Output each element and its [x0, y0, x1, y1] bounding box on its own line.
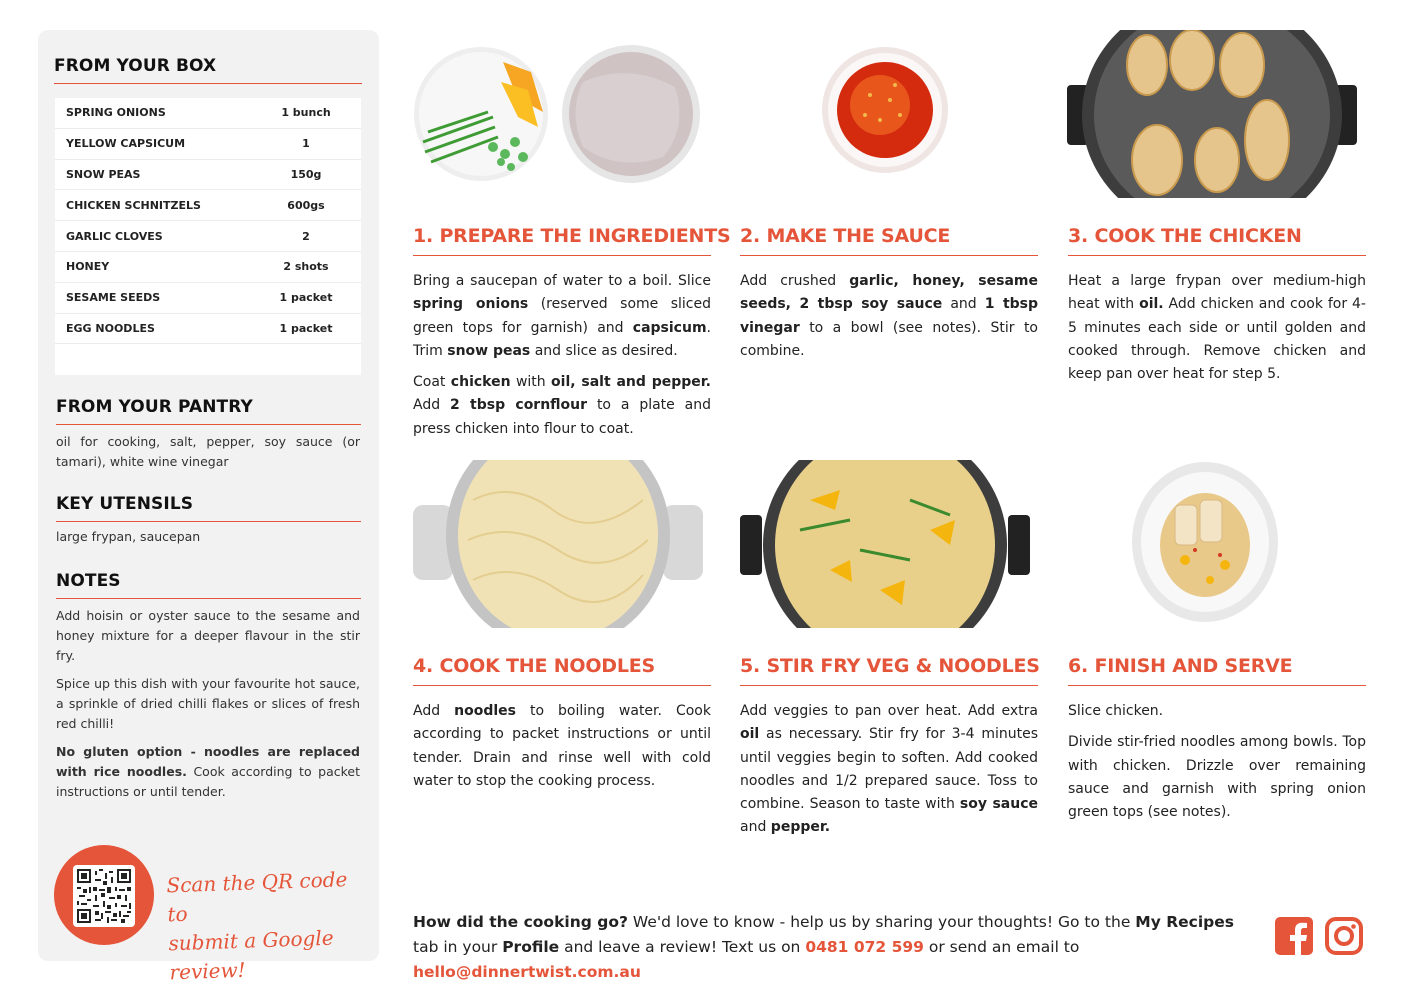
stir-fry-pan-photo: [740, 460, 1030, 628]
text-run: and slice as desired.: [530, 342, 678, 359]
ingredient-qty: 1 bunch: [281, 106, 331, 120]
utensils-text: large frypan, saucepan: [56, 529, 201, 544]
step-2-body: [740, 270, 1038, 363]
ingredient-name: YELLOW CAPSICUM: [66, 137, 186, 151]
ingredient-name: EGG NOODLES: [66, 321, 155, 335]
ingredient-name: GARLIC CLOVES: [66, 229, 163, 243]
step-1-title: 1. PREPARE THE INGREDIENTS: [413, 225, 711, 256]
text-run: as necessary. Stir fry for 3-4 minutes until veggies begin to soften. Add cooked noodles and 1/2 prepared sauce. Toss to combine. Season to taste with: [740, 726, 1038, 813]
ingredient-qty: 2: [302, 229, 310, 243]
text-run: and: [740, 819, 771, 836]
ingredient-name: SNOW PEAS: [66, 167, 141, 181]
step-3: [1068, 225, 1366, 394]
text-run: spring onions: [413, 296, 529, 313]
footer-email-link[interactable]: hello@dinnertwist.com.au: [413, 963, 641, 981]
qr-line-1: Scan the QR code to: [166, 867, 348, 927]
ingredient-qty: 1 packet: [279, 291, 333, 305]
ingredient-name: SPRING ONIONS: [66, 106, 166, 120]
text-run: Add: [413, 703, 455, 719]
note-3: [56, 742, 360, 802]
note-2: Spice up this dish with your favourite hot sauce, a sprinkle of dried chilli flakes or slices of fresh red chilli!: [56, 676, 360, 731]
step-6-para-1: [1068, 700, 1366, 723]
step-4-body: [413, 700, 711, 793]
noodles-colander-photo: [413, 460, 703, 628]
ingredient-row: [55, 160, 361, 191]
text-run: oil.: [1139, 296, 1164, 313]
text-run: with: [510, 374, 552, 391]
ingredient-row: [55, 314, 361, 345]
step-1-para-2: [413, 371, 711, 441]
step-3-para-1: [1068, 270, 1366, 386]
text-run: oil, salt and pepper.: [551, 374, 711, 391]
finished-dish-photo: [1130, 460, 1280, 625]
facebook-icon[interactable]: [1275, 917, 1313, 955]
step-4-para-1: [413, 700, 711, 793]
ingredient-row: [55, 283, 361, 314]
step-2: [740, 225, 1038, 371]
text-run: to boiling water. Cook according to packet instructions or until tender. Drain and rinse well with cold water to stop the cooking process.: [413, 703, 711, 789]
step-6-title: 6. FINISH AND SERVE: [1068, 655, 1366, 686]
text-run: chicken: [450, 374, 511, 391]
text-run: oil: [740, 726, 760, 743]
from-your-box-heading: FROM YOUR BOX: [54, 56, 362, 84]
ingredient-qty: 150g: [290, 167, 322, 181]
ingredient-qty: 1 packet: [279, 321, 333, 335]
notes-heading: NOTES: [56, 571, 361, 599]
text-run: Add chicken and cook for 4-5 minutes each side or until golden and cooked through. Remove chicken and keep pan over heat for step 5.: [1068, 296, 1366, 383]
step-5: [740, 655, 1038, 848]
chicken-frypan-photo: [1067, 30, 1357, 198]
step-3-title: 3. COOK THE CHICKEN: [1068, 225, 1366, 256]
text-run: noodles: [454, 703, 516, 719]
note-1: Add hoisin or oyster sauce to the sesame and honey mixture for a deeper flavour in the stir fry.: [56, 608, 360, 663]
text-run: 2 tbsp cornflour: [449, 397, 588, 414]
step-1: [413, 225, 731, 449]
text-run: 1 tbsp vinegar: [740, 296, 1039, 336]
step-1-body: [413, 270, 711, 441]
ingredient-name: SESAME SEEDS: [66, 291, 161, 305]
ingredients-table: [55, 98, 361, 375]
note-3-rest: Cook according to packet instructions or until tender.: [56, 764, 360, 799]
footer-profile: Profile: [502, 938, 560, 956]
footer-text-3: and leave a review! Text us on: [559, 938, 806, 956]
qr-review-prompt: [166, 865, 365, 988]
note-3-bold: No gluten option - noodles are replaced with rice noodles.: [56, 744, 360, 779]
text-run: Bring a saucepan of water to a boil. Slice: [413, 273, 711, 289]
ingredient-qty: 2 shots: [283, 260, 329, 274]
ingredient-qty: 600gs: [287, 198, 325, 212]
step-4: [413, 655, 711, 801]
step-6-body: [1068, 700, 1366, 824]
text-run: snow peas: [447, 342, 531, 359]
review-footer: [413, 910, 1263, 985]
step-2-para-1: [740, 270, 1038, 363]
text-run: garlic, honey, sesame seeds, 2 tbsp soy sauce: [740, 273, 1038, 313]
from-your-pantry-heading: FROM YOUR PANTRY: [56, 397, 361, 425]
step-5-para-1: [740, 700, 1038, 840]
footer-text-2: tab in your: [413, 938, 503, 956]
step-6-para-2: [1068, 731, 1366, 824]
text-run: Heat a large frypan over medium-high heat with: [1068, 273, 1366, 313]
step-6: [1068, 655, 1366, 832]
sauce-bowl-photo: [820, 45, 950, 175]
text-run: Divide stir-fried noodles among bowls. Top with chicken. Drizzle over remaining sauce and garnish with spring onion green tops (see notes).: [1068, 734, 1366, 821]
text-run: soy sauce: [959, 796, 1038, 813]
ingredient-row: [55, 129, 361, 160]
text-run: Slice chicken.: [1068, 703, 1164, 719]
ingredient-name: CHICKEN SCHNITZELS: [66, 198, 201, 212]
ingredients-sidebar: [38, 30, 379, 985]
text-run: Add crushed: [740, 273, 850, 289]
step-2-title: 2. MAKE THE SAUCE: [740, 225, 1038, 256]
notes-body: [56, 606, 360, 810]
footer-text-4: or send an email to: [923, 938, 1080, 956]
step-3-body: [1068, 270, 1366, 386]
text-run: to a bowl (see notes). Stir to combine.: [740, 319, 1038, 359]
text-run: pepper.: [770, 819, 831, 836]
text-run: capsicum: [632, 319, 707, 336]
instagram-icon[interactable]: [1325, 917, 1363, 955]
text-run: . Trim: [413, 319, 711, 359]
qr-code[interactable]: [73, 865, 135, 927]
qr-line-2: submit a Google review!: [168, 925, 334, 985]
ingredients-photo: [413, 42, 703, 187]
key-utensils-heading: KEY UTENSILS: [56, 494, 361, 522]
step-4-title: 4. COOK THE NOODLES: [413, 655, 711, 686]
ingredient-row: [55, 98, 361, 129]
footer-my-recipes: My Recipes: [1135, 913, 1234, 931]
ingredient-row: [55, 252, 361, 283]
text-run: (reserved some sliced green tops for garnish) and: [413, 296, 711, 336]
footer-phone-link[interactable]: 0481 072 599: [805, 938, 924, 956]
ingredient-name: HONEY: [66, 260, 110, 274]
text-run: to a plate and press chicken into flour to coat.: [413, 397, 711, 437]
ingredient-qty: 1: [302, 137, 310, 151]
qr-code-icon: [77, 869, 131, 923]
text-run: Add veggies to pan over heat. Add extra: [740, 703, 1038, 719]
text-run: and: [942, 296, 985, 313]
step-5-title: 5. STIR FRY VEG & NOODLES: [740, 655, 1038, 686]
ingredient-row: [55, 221, 361, 252]
step-5-body: [740, 700, 1038, 840]
pantry-text: oil for cooking, salt, pepper, soy sauce (or tamari), white wine vinegar: [56, 434, 360, 469]
step-1-para-1: [413, 270, 711, 363]
text-run: Add: [413, 397, 450, 414]
text-run: Coat: [413, 374, 451, 391]
footer-question: How did the cooking go?: [413, 913, 628, 931]
ingredient-row: [55, 190, 361, 221]
footer-text-1: We'd love to know - help us by sharing your thoughts! Go to the: [627, 913, 1136, 931]
qr-code-badge[interactable]: [54, 845, 154, 945]
